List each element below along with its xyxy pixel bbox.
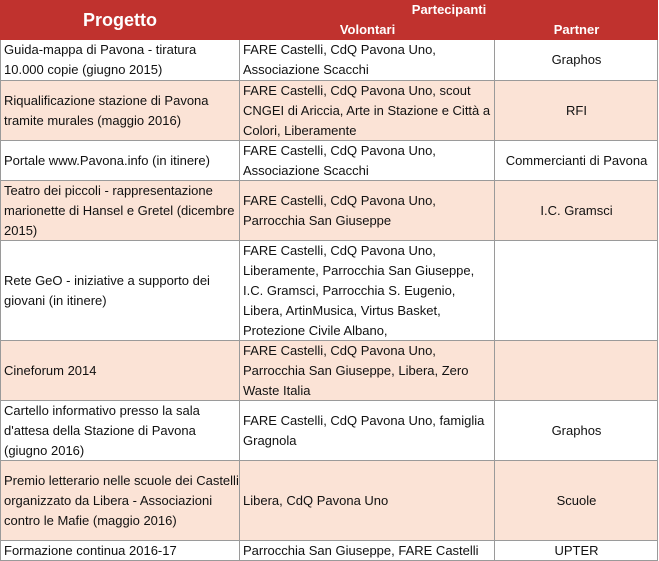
table-row — [0, 541, 658, 561]
table-row — [0, 81, 658, 141]
partner-cell: Graphos — [551, 52, 602, 67]
table-row — [0, 461, 658, 541]
partner-cell: RFI — [566, 102, 587, 118]
table-row — [0, 40, 658, 81]
project-cell: Premio letterario nelle scuole dei Castelli organizzato da Libera - Associazioni contro le Mafie (maggio 2016) — [0, 461, 240, 540]
partner-cell — [495, 341, 658, 400]
volunteers-cell: Parrocchia San Giuseppe, FARE Castelli — [240, 541, 495, 560]
volunteers-cell: FARE Castelli, CdQ Pavona Uno, Parrocchia San Giuseppe — [240, 181, 495, 240]
header-participants: Partecipanti — [411, 2, 487, 17]
project-cell: Cineforum 2014 — [0, 341, 240, 400]
partner-cell — [495, 241, 658, 340]
header-project: Progetto — [83, 10, 157, 30]
project-cell: Formazione continua 2016-17 — [0, 541, 240, 560]
table-row — [0, 341, 658, 401]
header-partner: Partner — [553, 22, 600, 37]
volunteers-cell: FARE Castelli, CdQ Pavona Uno, Liberamente, Parrocchia San Giuseppe, I.C. Gramsci, Parrocchia S. Eugenio, Libera, ArtinMusica, Virtus Basket, Protezione Civile Albano, — [240, 241, 495, 340]
volunteers-cell: FARE Castelli, CdQ Pavona Uno, Parrocchia San Giuseppe, Libera, Zero Waste Italia — [240, 341, 495, 400]
table-row — [0, 241, 658, 341]
partner-cell: Graphos — [551, 422, 602, 438]
project-cell: Cartello informativo presso la sala d'attesa della Stazione di Pavona (giugno 2016) — [0, 401, 240, 460]
volunteers-cell: FARE Castelli, CdQ Pavona Uno, Associazione Scacchi — [240, 40, 495, 80]
table-row — [0, 401, 658, 461]
partner-cell: I.C. Gramsci — [540, 202, 613, 218]
project-cell: Rete GeO - iniziative a supporto dei giovani (in itinere) — [0, 241, 240, 340]
table-header — [0, 0, 658, 40]
project-cell: Riqualificazione stazione di Pavona tramite murales (maggio 2016) — [0, 81, 240, 140]
project-cell: Teatro dei piccoli - rappresentazione marionette di Hansel e Gretel (dicembre 2015) — [0, 181, 240, 240]
header-volunteers: Volontari — [339, 22, 396, 37]
table-row — [0, 141, 658, 181]
volunteers-cell: FARE Castelli, CdQ Pavona Uno, scout CNGEI di Ariccia, Arte in Stazione e Città a Colori, Liberamente — [240, 81, 495, 140]
partner-cell: UPTER — [554, 542, 599, 558]
volunteers-cell: FARE Castelli, CdQ Pavona Uno, Associazione Scacchi — [240, 141, 495, 180]
project-cell: Portale www.Pavona.info (in itinere) — [0, 141, 240, 180]
partner-cell: Scuole — [556, 492, 597, 508]
partner-cell: Commercianti di Pavona — [505, 152, 648, 168]
volunteers-cell: Libera, CdQ Pavona Uno — [240, 461, 495, 540]
table-row — [0, 181, 658, 241]
project-cell: Guida-mappa di Pavona - tiratura 10.000 copie (giugno 2015) — [0, 40, 240, 80]
volunteers-cell: FARE Castelli, CdQ Pavona Uno, famiglia Gragnola — [240, 401, 495, 460]
